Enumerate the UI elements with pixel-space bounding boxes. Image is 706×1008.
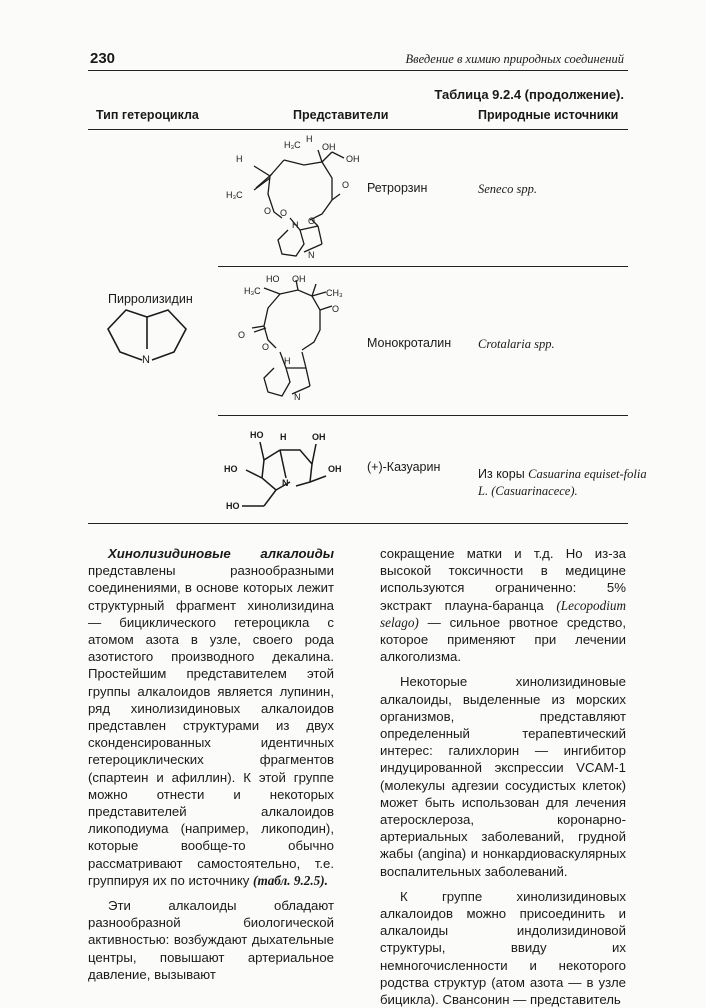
retrorsine-structure	[222, 132, 372, 264]
left-paragraph-2: Эти алкалоиды обладают разнообразной биологической активностью: возбуждают дыхательные центры, повышают артериальное давление, вызывают	[88, 898, 334, 982]
svg-text:N: N	[294, 392, 301, 402]
svg-text:H: H	[280, 432, 287, 442]
right-paragraph-1b: — сильное рвотное средство, которое применяют при лечении алкоголизма.	[380, 614, 626, 665]
svg-text:O: O	[238, 330, 246, 340]
row-separator-1	[218, 266, 628, 267]
heterocycle-name: Пирролизидин	[108, 292, 193, 306]
right-paragraph-1-latin: (Lecopodium selago)	[380, 597, 626, 630]
right-paragraph-3: К группе хинолизидиновых алкалоидов можно присоединить и алкалоиды индолизидиновой структуры, ввиду их немногочисленности и некоторого родства структур (атом азота — в узле бицикла). Свансонин — представитель	[380, 888, 626, 1008]
column-header-heterocycle: Тип гетероцикла	[96, 108, 199, 122]
svg-text:OH: OH	[346, 154, 360, 164]
svg-text:O: O	[264, 206, 272, 216]
svg-text:OH: OH	[292, 274, 306, 284]
table-bottom-rule	[88, 523, 628, 524]
right-paragraph-1a: сокращение матки и т.д. Но из-за высокой токсичности в медицине используются ограниченно: 5% экстракт плауна-баранца	[380, 546, 626, 613]
right-paragraph-2: Некоторые хинолизидиновые алкалоиды, выделенные из морских организмов, представляют определенный терапевтический интерес: галихлорин — ингибитор индуцированной экспрессии VCAM-1 (молекулы адгезии сосудистых клеток) может быть использован для лечения атеросклероза, коронарно-артериальных заболеваний, грудной жабы (angina) и нонкардиоваскулярных воспалительных заболеваний.	[380, 674, 626, 879]
source-retrorsine: Seneco spp.	[478, 182, 538, 196]
svg-text:HO: HO	[226, 501, 240, 511]
svg-text:OH: OH	[312, 432, 326, 442]
compound-monocrotaline: Монокроталин	[367, 336, 452, 350]
source-monocrotaline: Crotalaria spp.	[478, 337, 555, 351]
svg-text:HO: HO	[266, 274, 280, 284]
row-separator-2	[218, 415, 628, 416]
svg-text:OH: OH	[322, 142, 336, 152]
body-left-column	[88, 545, 334, 983]
svg-text:O: O	[308, 216, 316, 226]
column-header-sources: Природные источники	[478, 108, 619, 122]
svg-text:CH₃: CH₃	[326, 288, 343, 298]
body-right-column	[380, 545, 626, 1008]
svg-text:O: O	[342, 180, 350, 190]
svg-text:H: H	[306, 134, 313, 144]
svg-text:N: N	[308, 250, 315, 260]
table-header-rule	[88, 129, 628, 130]
header-rule	[88, 70, 628, 71]
running-title: Введение в химию природных соединений	[405, 52, 624, 66]
svg-text:O: O	[332, 304, 340, 314]
pyrrolizidine-structure	[100, 305, 195, 375]
monocrotaline-structure	[222, 272, 372, 412]
source-casuarine: Из коры Casuarina equiset-folia L. (Casuarinacece).	[478, 467, 647, 498]
svg-text:H: H	[236, 154, 243, 164]
svg-text:OH: OH	[328, 464, 342, 474]
svg-text:N: N	[282, 478, 289, 488]
left-paragraph-1: представлены разнообразными соединениями, в основе которых лежит структурный фрагмент хинолизидина — бициклического гетероцикла с атомом азота в узле, своего рода азотистого производного декалина. Простейшим представителем этой группы алкалоидов является лупинин, ряд хинолизидиновых алкалоидов представлен структурами из двух сконденсированных идентичных гетероциклических фрагментов (спартеин и афиллин). К этой группе можно отнести и некоторых представителей алкалоидов ликоподиума (например, ликоподин), которые вообще-то обычно рассматривают самостоятельно, т.е. группируя их по источнику	[88, 563, 334, 888]
svg-text:H: H	[284, 356, 291, 366]
svg-text:N: N	[142, 354, 150, 366]
page-number: 230	[90, 50, 116, 67]
casuarine-structure	[218, 420, 368, 520]
section-heading: Хинолизидиновые алкалоиды	[108, 546, 334, 561]
table-caption: Таблица 9.2.4 (продолжение).	[434, 87, 624, 102]
svg-text:HO: HO	[224, 464, 238, 474]
svg-text:H₃C: H₃C	[226, 190, 243, 200]
column-header-representatives: Представители	[293, 108, 389, 122]
table-reference: (табл. 9.2.5).	[253, 872, 328, 888]
svg-text:H₃C: H₃C	[244, 286, 261, 296]
svg-text:O: O	[280, 208, 288, 218]
svg-text:H: H	[292, 220, 299, 230]
compound-casuarine: (+)-Казуарин	[367, 460, 441, 474]
compound-retrorsine: Ретрорзин	[367, 181, 428, 195]
svg-text:H₃C: H₃C	[284, 140, 301, 150]
svg-text:HO: HO	[250, 430, 264, 440]
svg-text:O: O	[262, 342, 270, 352]
